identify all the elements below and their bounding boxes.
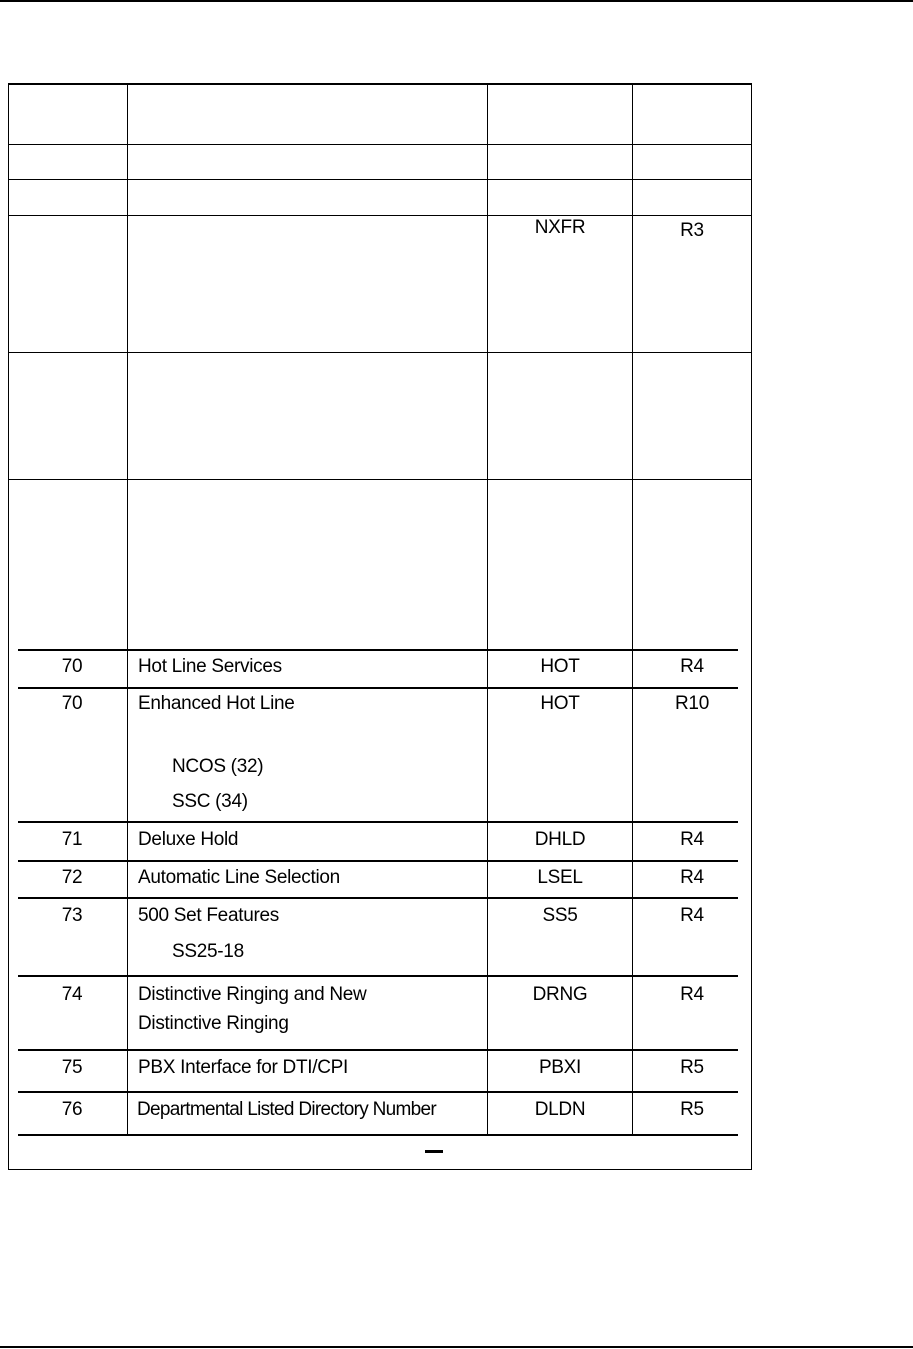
row-border xyxy=(18,860,738,862)
row-border xyxy=(8,352,751,353)
row-number: 73 xyxy=(61,905,83,926)
row-release: R4 xyxy=(680,656,704,677)
row-release: R10 xyxy=(675,693,709,714)
row-code: HOT xyxy=(540,693,580,714)
row-feature-name: Automatic Line Selection xyxy=(138,867,340,888)
row-code: SS5 xyxy=(542,905,578,926)
row-code: DLDN xyxy=(534,1099,586,1120)
row-code: PBXI xyxy=(538,1057,582,1078)
row-border xyxy=(18,687,738,689)
row-release: R4 xyxy=(680,867,704,888)
row-code: DRNG xyxy=(532,984,588,1005)
row-number: 71 xyxy=(61,829,83,850)
row-border xyxy=(18,1134,738,1136)
row-code: DHLD xyxy=(534,829,586,850)
row-feature-name: Enhanced Hot Line xyxy=(138,693,295,714)
row-sub-item: SS25-18 xyxy=(172,941,244,962)
row-sub-item: NCOS (32) xyxy=(172,756,264,777)
row-number: 75 xyxy=(61,1057,83,1078)
row-feature-name-cont: Distinctive Ringing xyxy=(138,1013,289,1034)
row-feature-name: Departmental Listed Directory Number xyxy=(137,1099,436,1120)
row-border xyxy=(18,975,738,977)
row-feature-name: Deluxe Hold xyxy=(138,829,239,850)
table-top-border xyxy=(8,83,751,85)
table-right-border xyxy=(751,83,752,1170)
row-border xyxy=(8,479,751,480)
bottom-rule xyxy=(0,1346,913,1348)
row-border xyxy=(18,1091,738,1093)
row-border xyxy=(18,649,738,651)
table-left-border xyxy=(8,83,9,1170)
row-release: R4 xyxy=(680,905,704,926)
row-release: R4 xyxy=(680,984,704,1005)
row-number: 72 xyxy=(61,867,83,888)
row-code: HOT xyxy=(540,656,580,677)
row-feature-name: 500 Set Features xyxy=(138,905,279,926)
upper-row-release: R3 xyxy=(680,220,704,241)
col-divider-2 xyxy=(487,83,488,1136)
header-bottom-border xyxy=(8,144,751,145)
row-release: R5 xyxy=(680,1099,704,1120)
row-release: R4 xyxy=(680,829,704,850)
row-border xyxy=(18,897,738,899)
row-feature-name: Hot Line Services xyxy=(138,656,282,677)
row-border xyxy=(8,179,751,180)
upper-row-code: NXFR xyxy=(534,217,586,238)
row-number: 70 xyxy=(61,656,83,677)
footer-dash xyxy=(425,1150,443,1153)
row-feature-name: Distinctive Ringing and New xyxy=(138,984,367,1005)
row-code: LSEL xyxy=(537,867,583,888)
row-sub-item: SSC (34) xyxy=(172,791,248,812)
row-feature-name: PBX Interface for DTI/CPI xyxy=(138,1057,349,1078)
col-divider-1 xyxy=(127,83,128,1136)
row-release: R5 xyxy=(680,1057,704,1078)
row-number: 70 xyxy=(61,693,83,714)
row-number: 74 xyxy=(61,984,83,1005)
row-number: 76 xyxy=(61,1099,83,1120)
row-border xyxy=(8,215,751,216)
top-rule xyxy=(0,0,913,2)
table-bottom-border xyxy=(8,1169,752,1170)
row-border xyxy=(18,1049,738,1051)
row-border xyxy=(18,821,738,823)
